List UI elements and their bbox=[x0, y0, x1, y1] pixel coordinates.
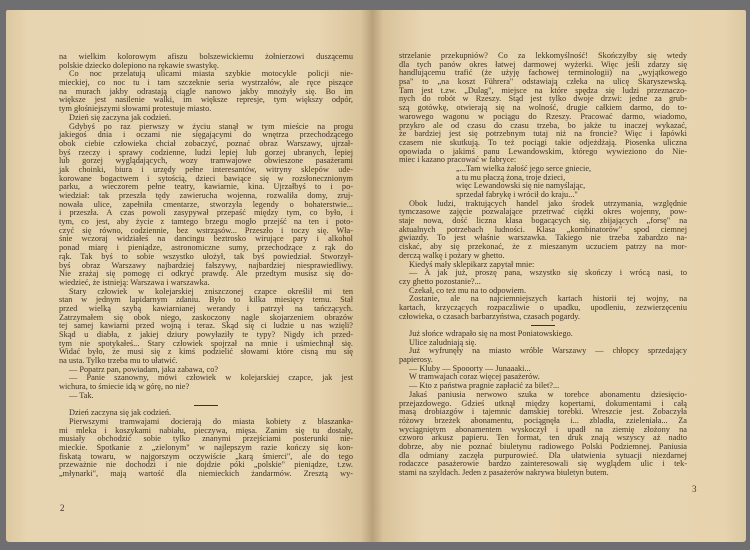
paragraph bbox=[399, 200, 687, 261]
text-line: a tu mu płaczą żona, troje dzieci, bbox=[456, 172, 566, 182]
text-line: lub gorzej wyglądających, wozy tramwajowe obwieszone pasażerami bbox=[59, 156, 353, 166]
text-line: przykro ale od czasu do czasu trzeba, bo jakże tu inaczej wykazać, bbox=[399, 120, 687, 130]
text-line: na murach jakby odrastają ciągle nanowo jakby mnożyły się. Bo im bbox=[59, 86, 353, 96]
text-line: stan w jednym lapidarnym zdaniu. Było to kilka miesięcy temu. Stał bbox=[59, 295, 353, 305]
text-line: śnie wczoraj widziałeś na dancingu beztrosko wirujące pary i alkohol bbox=[59, 234, 353, 244]
text-line: tym głośniejszymi słowami protestuje miasto. bbox=[59, 104, 212, 114]
text-line: Już słońce wdrapało się na most Poniatowskiego. bbox=[409, 329, 573, 338]
text-line: rodaczce pasażerowie bardzo zainteresowali się wyglądem ulic i tek- bbox=[399, 459, 687, 469]
text-line: Zostanie, ale na najciemniejszych kartach historii tej wojny, na bbox=[409, 294, 687, 304]
text-line: Widać było, że musi się z kimś podzielić słowami które cisną mu się bbox=[59, 347, 353, 357]
text-line: tymczasowe zajęcie pozwalające przetrwać ciężki okres wojenny, pow- bbox=[399, 207, 687, 217]
text-line: korowane bogactwem i sytością, dzieci bawiące się w rozsłonecznionym bbox=[59, 173, 353, 183]
text-line: W tramwajach coraz więcej pasażerów. bbox=[409, 372, 540, 382]
text-line: ciskać, aby się przekonać, że z mieszanym uczuciem patrzy na mor- bbox=[399, 242, 687, 252]
text-line: Już wyfrunęły na miasto wróble Warszawy — chłopcy sprzedający bbox=[409, 346, 687, 356]
text-line: Co noc przelatują ulicami miasta szybkie motocykle policji nie- bbox=[69, 69, 353, 79]
text-line: więc Lewandowski się nie namyślając, bbox=[456, 181, 586, 191]
text-line: sprzedał fabrykę i wrócił do kraju..." bbox=[456, 190, 578, 199]
text-line: czyć się równo, codziennie, bez wstrząsów... Przeszło i toczy się. Wła- bbox=[59, 225, 353, 235]
text-line: przeważnie nie dochodzi i nie dojdzie póki „polskie" pieniądze, t.zw. bbox=[59, 460, 353, 470]
text-line: byś obraz Warszawy najbardziej fałszywy, najbardziej niesprawiedliwy. bbox=[59, 260, 353, 270]
text-line: stami na szyldach. Jeden z pasażerów nakrywa biuletyn butem. bbox=[399, 468, 609, 477]
text-line: Dzień zaczyna się jak codzień. bbox=[69, 408, 172, 418]
text-line: Stary człowiek w kolejarskiej zniszczonej czapce określił mi ten bbox=[69, 286, 353, 296]
text-line: byś rzeczy i sprawy codzienne, ludzi lepiej lub gorzej ubranych, lepiej bbox=[59, 147, 353, 157]
text-line: Zatrzymałem się obok niego, zaskoczony nagle skojarzeniem obrazów bbox=[59, 312, 353, 322]
text-line: handlującemu trafić (że użyję fachowej terminologii) na „wyjątkowego bbox=[399, 68, 687, 78]
text-line: psa" to „na koszt Führera" odstawiają człeka na ulicę Skaryszewską. bbox=[399, 77, 687, 87]
text-line: Skąd u diabła, z jakiej dziury powyłaziły te typy? Nigdy ich przed- bbox=[59, 330, 353, 339]
text-line: przejazdowego. Gdzieś utknął między kopertami, dokumentami i całą bbox=[399, 398, 687, 408]
text-line: mi mleka i koszykami nabiału, pieczywa, mięsa. Zanim się tu dostały, bbox=[59, 425, 353, 435]
text-line: miec i kazano pracować w fabryce: bbox=[399, 155, 517, 165]
text-line: parku, a wieczorem pełne teatry, kawiarnie, kina. Ujrzałbyś to i po- bbox=[59, 182, 353, 192]
text-line: mieckie. Spotkanie z „zielonym" w najlepszym razie kończy się kon- bbox=[59, 442, 353, 452]
left-page-text bbox=[59, 53, 353, 479]
text-line: wichura, to śmiecie idą w górę, no nie? bbox=[59, 382, 190, 392]
text-line: fiskatą towaru, w najgorszym oczywiście „karą śmierci", ale do tego bbox=[59, 451, 353, 461]
text-line: wiedział: tak przeszła tędy zawierucha wojenna, rozwaliła domy, zruj- bbox=[59, 191, 353, 200]
page-number-left: 2 bbox=[60, 503, 65, 513]
paragraph bbox=[59, 392, 353, 401]
text-line: — Popatrz pan, powiadam, jaka zabawa, co? bbox=[69, 364, 219, 374]
text-line: Jakaś paniusia nerwowo szuka w torebce abonamentu dziesięcio- bbox=[409, 389, 687, 399]
paragraph bbox=[399, 269, 687, 286]
text-line: tym nie spotykałeś... Stary człowiek spojrzał na mnie i uśmiechnął się. bbox=[59, 338, 353, 348]
paragraph bbox=[59, 288, 353, 366]
left-page bbox=[6, 10, 372, 542]
text-line: przed wielką szybą kawiarnianej werandy i patrzył na tańczących. bbox=[59, 303, 353, 313]
text-line: Tam jest t.zw. „Dulag", miejsce na które spędza się ludzi przeznaczo- bbox=[399, 85, 687, 95]
text-line: opowiada o jakimś panu Lewandowskim, którego wywieziono do Nie- bbox=[399, 146, 687, 156]
text-line: na wielkim kolorowym afiszu bolszewickiemu żołnierzowi duszącemu bbox=[59, 52, 353, 61]
text-line: warowego wagonu w pociągu do Rzeszy. Pracować darmo, wiadomo, bbox=[399, 111, 687, 121]
text-line: obok ciebie człowieka chciał zobaczyć, poznać obraz Warszawy, ujrzał- bbox=[59, 138, 353, 148]
paragraph bbox=[59, 418, 353, 479]
text-line: staje nowa, dość liczna klasa bogacących się, zbijających „forsę" na bbox=[399, 216, 687, 226]
text-line: i przeszła. A czas powoli zasypywał przepaść między tym, co było, i bbox=[59, 208, 353, 218]
paragraph bbox=[399, 391, 687, 478]
booklet-spread bbox=[6, 10, 746, 542]
text-line: Gdybyś po raz pierwszy w życiu stanął w tym mieście na progu bbox=[69, 121, 353, 131]
text-line: wiedzieć, że istnieją: Warszawa i warszawka. bbox=[59, 277, 210, 287]
text-line: różowy brzeżek abonamentu, pociągnęła i... zbladła, zzieleniała... Za bbox=[399, 415, 687, 425]
paragraph bbox=[59, 374, 353, 391]
text-line: tym, co jest, aby życie z tamtego brzegu mogło przejść na ten i poto- bbox=[59, 217, 353, 227]
text-line: Nie zrażaj się pomogę ci odkryć prawdę. Ale przedtym musisz się do- bbox=[59, 269, 353, 279]
text-line: tej samej kawiarni przed wojną i teraz. Skąd się ci ludzie u nas wzięli? bbox=[59, 321, 353, 331]
right-page bbox=[372, 10, 746, 542]
text-line: — A jak już, proszę pana, wszystko się skończy i wrócą nasi, to bbox=[409, 268, 687, 278]
paragraph bbox=[399, 347, 687, 364]
text-line: — Kto z państwa pragnie zapłacić za bilet?... bbox=[409, 381, 560, 391]
text-line: „młynarki", mają wartość dla niemieckich żandarmów. Zresztą wy- bbox=[59, 469, 353, 478]
paragraph bbox=[399, 52, 687, 165]
text-line: Obok ludzi, traktujących handel jako środek utrzymania, względnie bbox=[409, 198, 687, 208]
text-line: dobrze, aby nie poznać biuletynu radiowego Polski Podziemnej. Paniusia bbox=[399, 441, 687, 451]
page-number-right: 3 bbox=[692, 484, 697, 494]
text-line: papierosy. bbox=[399, 355, 433, 365]
text-line: na usta. Tylko trzeba mu to ułatwić. bbox=[59, 356, 178, 366]
text-line: jakiegoś dnia i oczami nie sięgającymi do wnętrza przechodzącego bbox=[59, 130, 353, 140]
text-line: dla odmiany zaczęła purpurowieć. Dla ułatwienia sytuacji niezdarnej bbox=[399, 450, 687, 460]
text-line: — Tak. bbox=[69, 390, 94, 400]
text-line: kartach, krzyczących rozpaczliwie o upadku, upodleniu, zezwierzęceniu bbox=[399, 302, 687, 312]
right-page-text bbox=[399, 52, 687, 478]
section-divider bbox=[399, 321, 687, 330]
text-line: — Kluby — Spooorty — Junaaaki... bbox=[409, 363, 531, 373]
text-line: czasem nie skutkują. To też pociągi takie odjeżdżają. Piosenka uliczna bbox=[399, 137, 687, 147]
text-line: większe jest nasilenie walki, im większe represje, tym większy odpór, bbox=[59, 95, 353, 105]
text-line: masą drobiazgów i tajemnic damskiej torebki. Wreszcie jest. Zobaczyła bbox=[399, 407, 687, 417]
text-line: wyciągniętym abonamentem wyskoczył i upadł na ziemię złożony na bbox=[399, 424, 687, 434]
text-line: Pierwszymi tramwajami docierają do miasta kobiety z blaszanka- bbox=[69, 416, 353, 426]
text-line: czworo arkusz papieru. Ten format, ten druk znają wszyscy aż nadto bbox=[399, 433, 687, 443]
text-line: Dzień się zaczyna jak codzień. bbox=[69, 112, 172, 122]
text-line: człowieka, o czasach barbarzyństwa, czasach pogardy. bbox=[399, 311, 580, 321]
text-line: derczą walkę i pożary w ghetto. bbox=[399, 250, 505, 260]
text-line: nowała ulice, zapełniła cmentarze, stworzyła legendy o bohaterstwie... bbox=[59, 199, 353, 209]
text-line: Ulice zaludniają się. bbox=[409, 337, 477, 347]
text-line: Kiedyś mały sklepikarz zapytał mnie: bbox=[409, 259, 535, 269]
text-line: czy ghetto pozostanie?... bbox=[399, 276, 481, 286]
text-line: dla tych panów okres łatwej darmowej wyżerki. Więc jeśli zdarzy się bbox=[399, 59, 687, 69]
text-line: rąk. Tak byś to sobie wszystko ułożył, tak byś powiedział. Stworzył- bbox=[59, 251, 353, 261]
text-line: gwiazdy. To jest właśnie warszawka. Takiego nie trzeba zabardzo na- bbox=[399, 233, 687, 243]
text-line: szą gotówkę, otwierają się na wolność, drugie całkiem darmo, do to- bbox=[399, 103, 687, 113]
text-line: musiały obchodzić sobie tylko znanymi przejściami posterunki nie- bbox=[59, 434, 353, 444]
paragraph bbox=[399, 295, 687, 321]
paragraph bbox=[59, 123, 353, 288]
text-line: nych do robót w Rzeszy. Stąd jest tylko dwoje drzwi: jedne za grub- bbox=[399, 94, 687, 104]
text-line: „...Tam wielka żałość jego serce gniecie, bbox=[456, 163, 592, 173]
text-line: polskie dziecko dolepiono na rękawie swastykę. bbox=[59, 60, 219, 70]
text-line: mieckiej, co noc tu i tam szczeknie seria wystrzałów, ale ręce piszące bbox=[59, 78, 353, 88]
paragraph bbox=[59, 53, 353, 70]
text-line: aktualnych potrzebach ludności. Klasa „kombinatorów" spod ciemnej bbox=[399, 224, 687, 234]
paragraph bbox=[59, 70, 353, 113]
poem-verse bbox=[399, 165, 687, 200]
section-divider bbox=[59, 401, 353, 410]
text-line: — Panie szanowny, mówi człowiek w kolejarskiej czapce, jak jest bbox=[69, 373, 353, 383]
text-line: jak choinki, biura i urzędy pełne interesantów, witryny sklepów ude- bbox=[59, 164, 353, 174]
text-line: Czekał, co też mu na to odpowiem. bbox=[409, 285, 527, 295]
text-line: że bardziej jest się potrzebnym tutaj niż na froncie? Więc i łapówki bbox=[399, 129, 687, 139]
text-line: strzelanie przekupniów? Co za lekkomyślność! Skończyłby się wtedy bbox=[399, 51, 687, 60]
text-line: ponad miarę i pieniądze, astronomiczne sumy, przechodzące z rąk do bbox=[59, 243, 353, 253]
